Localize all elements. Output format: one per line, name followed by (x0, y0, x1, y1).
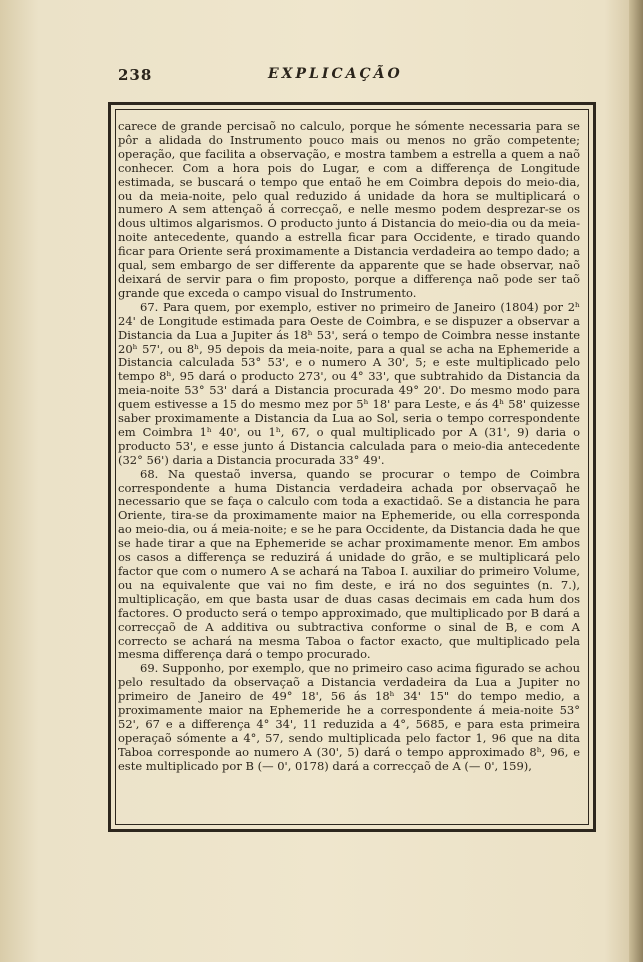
running-title: EXPLICAÇÃO (268, 66, 403, 82)
paragraph-68: 68. Na questaõ inversa, quando se procurar o tempo de Coimbra correspondente a huma Distancia verdadeira achada por observaçaõ he necessario que se faça o calculo com toda a exactidaõ. Se a distancia he para Oriente, tira-se da proximamente maior na Ephemeride, ou ella corresponda ao meio-dia, ou á meia-noite; e se he para Occidente, da Distancia dada he que se hade tirar a que na Ephemeride se achar proximamente menor. Em ambos os casos a differença se reduzirá á unidade do grão, e se multiplicará pelo factor que com o numero A se achará na Taboa I. auxiliar do primeiro Volume, ou na equivalente que vai no fim deste, e irá no dos seguintes (n. 7.), multiplicação, em que basta usar de duas casas decimais em cada hum dos factores. O producto será o tempo approximado, que multiplicado por B dará a correcçaõ de A additiva ou subtractiva conforme o sinal de B, e com A correcto se achará na mesma Taboa o factor exacto, que multiplicado pela mesma differença dará o tempo procurado. (118, 466, 580, 662)
page-header (118, 66, 598, 88)
paragraph-67: 67. Para quem, por exemplo, estiver no primeiro de Janeiro (1804) por 2ʰ 24' de Longitude estimada para Oeste de Coimbra, e se dispuzer a observar a Distancia da Lua a Jupiter ás 18ʰ 53', será o tempo de Coimbra nesse instante 20ʰ 57', ou 8ʰ, 95 depois da meia-noite, para a qual se acha na Ephemeride a Distancia calculada 53° 53', e o numero A 30', 5; e este multiplicado pelo tempo 8ʰ, 95 dará o producto 273', ou 4° 33', que subtrahido da Distancia da meia-noite 53° 53' dará a Distancia procurada 49° 20'. Do mesmo modo para quem estivesse a 15 do mesmo mez por 5ʰ 18' para Leste, e ás 4ʰ 58' quizesse saber proximamente a Distancia da Lua ao Sol, seria o tempo correspondente em Coimbra 1ʰ 40', ou 1ʰ, 67, o qual multiplicado por A (31', 9) daria o producto 53', e esse junto á Distancia calculada para o meio-dia antecedente (32° 56') daria a Distancia procurada 33° 49'. (118, 299, 580, 467)
paragraph-continuation: carece de grande percisaõ no calculo, porque he sómente necessaria para se pôr a alidada do Instrumento pouco mais ou menos no grão competente; operação, que facilita a observação, e mostra tambem a estrella a quem a naõ conhecer. Com a hora pois do Lugar, e com a differença de Longitude estimada, se buscará o tempo que entaõ he em Coimbra depois do meio-dia, ou da meia-noite, pelo qual reduzido á unidade da hora se multiplicará o numero A sem attençaõ á correcçaõ, e nelle mesmo podem desprezar-se os dous ultimos algarismos. O producto junto á Distancia do meio-dia ou da meia-noite antecedente, quando a estrella ficar para Occidente, e tirado quando ficar para Oriente será proximamente a Distancia verdadeira ao tempo dado; a qual, sem embargo de ser differente da apparente que se hade observar, naõ deixará de servir para o fim proposto, porque a differença naõ pode ser taõ grande que exceda o campo visual do Instrumento. (118, 120, 580, 300)
body-text (118, 120, 580, 825)
page-number: 238 (118, 66, 153, 84)
page-spine-edge (629, 0, 643, 962)
paragraph-69: 69. Supponho, por exemplo, que no primeiro caso acima figurado se achou pelo resultado da observaçaõ a Distancia verdadeira da Lua a Jupiter no primeiro de Janeiro de 49° 18', 56 ás 18ʰ 34' 15" do tempo medio, a proximamente maior na Ephemeride he a correspondente á meia-noite 53° 52', 67 e a differença 4° 34', 11 reduzida a 4°, 5685, e para esta primeira operaçaõ sómente a 4°, 57, sendo multiplicada pelo factor 1, 96 que na dita Taboa corresponde ao numero A (30', 5) dará o tempo approximado 8ʰ, 96, e este multiplicado por B (— 0', 0178) dará a correcçaõ de A (— 0', 159), (118, 661, 580, 773)
